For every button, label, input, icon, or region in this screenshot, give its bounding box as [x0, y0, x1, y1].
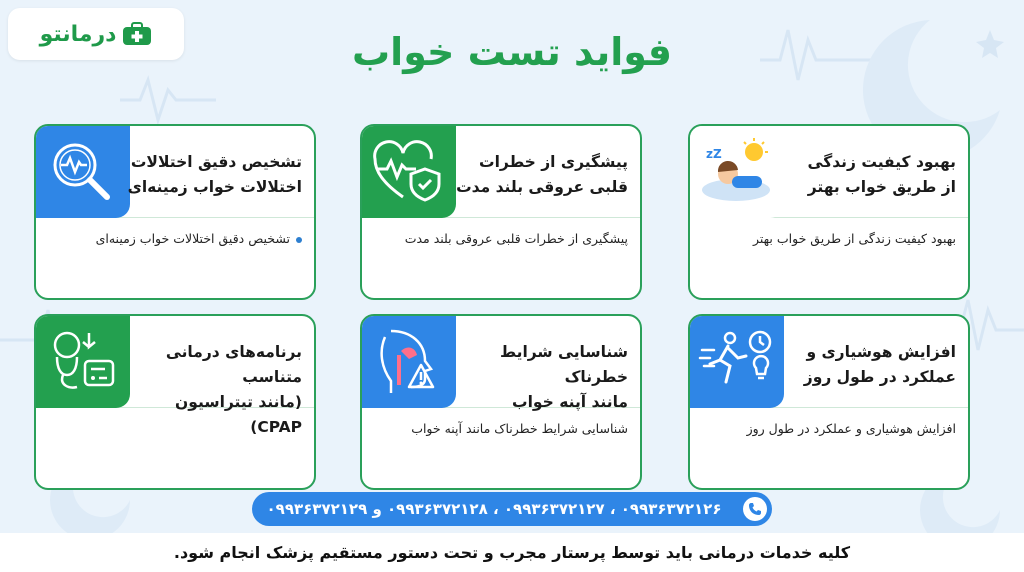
card-title-line-1: برنامه‌های درمانی متناسب [165, 343, 302, 386]
card-title-line-1: شناسایی شرایط خطرناک [500, 343, 628, 386]
page-title: فواید تست خواب [352, 30, 672, 74]
card-title-line-2: مانند آپنه خواب [512, 393, 628, 411]
card-description: بهبود کیفیت زندگی از طریق خواب بهتر [752, 231, 956, 246]
card-description: افزایش هوشیاری و عملکرد در طول روز [746, 421, 956, 436]
card-title-line-1: افزایش هوشیاری و [806, 343, 956, 361]
card-title [778, 150, 956, 200]
brand-logo-text: درمانتو [39, 21, 117, 47]
benefit-card-diagnosis [34, 124, 316, 300]
svg-text:zZ: zZ [706, 147, 722, 161]
card-title-line-2: قلبی عروقی بلند مدت [456, 178, 628, 196]
card-header [362, 126, 640, 218]
card-title [450, 150, 628, 200]
benefit-card-cardiovascular [360, 124, 642, 300]
card-header [690, 316, 968, 408]
card-title-line-2: از طریق خواب بهتر [807, 178, 956, 196]
heart-shield-icon [373, 139, 443, 203]
footer-disclaimer: کلیه خدمات درمانی باید توسط پرستار مجرب و تحت دستور مستقیم پزشک انجام شود. [173, 543, 851, 562]
magnifier-pulse-icon [47, 139, 117, 203]
card-title [450, 340, 628, 415]
card-title-line-1: تشخیص دقیق اختلالات [130, 153, 302, 171]
card-title [778, 340, 956, 390]
card-title-line-2: عملکرد در طول روز [803, 368, 956, 386]
card-icon-box [688, 124, 784, 218]
card-header [362, 316, 640, 411]
phone-icon [743, 497, 767, 521]
phone-numbers-bar[interactable] [252, 492, 772, 526]
card-icon-box [688, 314, 784, 408]
card-header [690, 126, 968, 218]
card-icon-box [34, 124, 130, 218]
card-title-line-1: پیشگیری از خطرات [479, 153, 628, 171]
card-title-line-1: بهبود کیفیت زندگی [807, 153, 956, 171]
benefit-card-cpap [34, 314, 316, 490]
airway-warning-icon [371, 327, 445, 395]
benefit-card-quality-of-life [688, 124, 970, 300]
card-description-text: تشخیص دقیق اختلالات خواب زمینه‌ای [95, 231, 290, 246]
card-icon-box [360, 314, 456, 408]
benefit-card-alertness [688, 314, 970, 490]
cpap-mask-icon [45, 327, 119, 395]
card-header [36, 126, 314, 218]
card-description: شناسایی شرایط خطرناک مانند آپنه خواب [411, 421, 628, 436]
bullet-dot [296, 237, 302, 243]
card-title-line-2: (مانند تیتراسیون CPAP) [175, 393, 302, 436]
card-icon-box [360, 124, 456, 218]
card-title [124, 150, 302, 200]
phone-numbers-text[interactable]: ۰۹۹۳۶۳۷۲۱۲۶ ، ۰۹۹۳۶۳۷۲۱۲۷ ، ۰۹۹۳۶۳۷۲۱۲۸ و ۰۹۹۳۶۳۷۲۱۲۹ [266, 500, 722, 518]
benefit-card-apnea [360, 314, 642, 490]
card-header [36, 316, 314, 436]
card-description [44, 230, 302, 248]
sleeping-child-icon [696, 136, 776, 206]
card-title [124, 340, 302, 440]
running-clock-icon [698, 328, 774, 394]
card-description: پیشگیری از خطرات قلبی عروقی بلند مدت [404, 231, 628, 246]
card-title-line-2: اختلالات خواب زمینه‌ای [127, 178, 302, 196]
card-icon-box [34, 314, 130, 408]
